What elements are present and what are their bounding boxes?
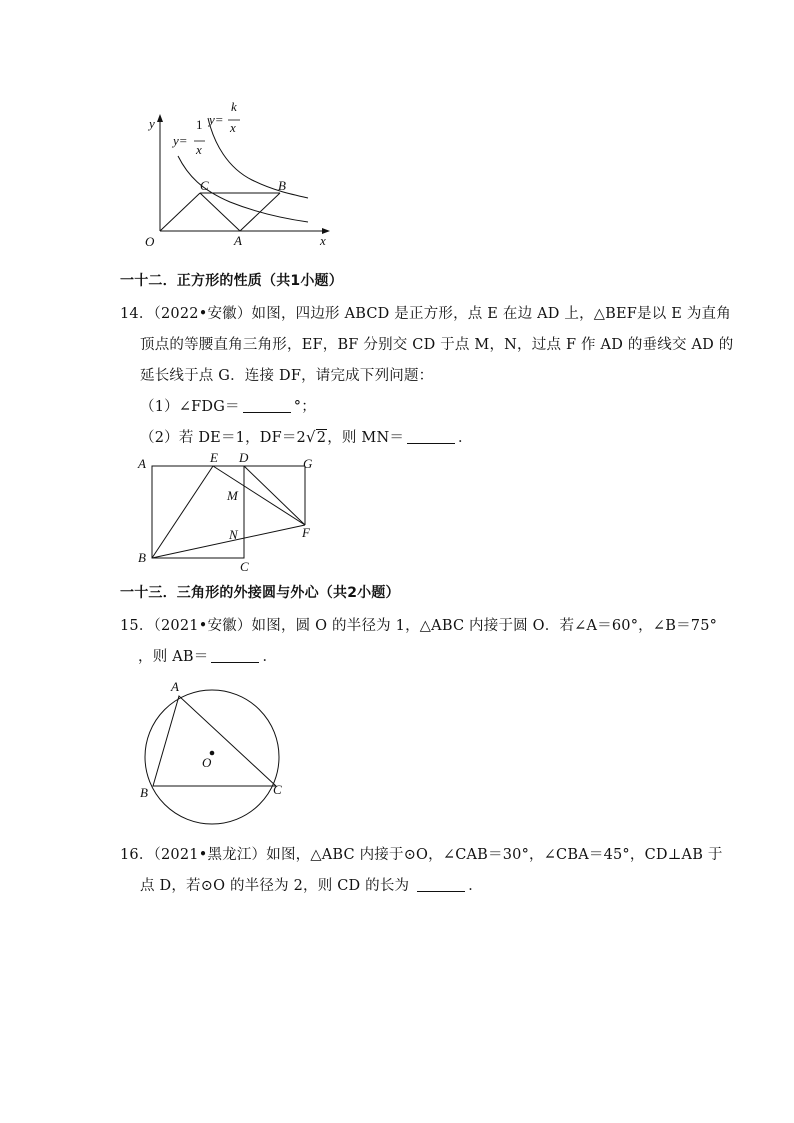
hyperbola-figure [130, 98, 340, 250]
x-axis-label: x [320, 233, 326, 248]
y-axis-label: y [149, 116, 155, 131]
label-B: B [140, 785, 148, 800]
q14-part2: （2）若 DE＝1，DF＝2√2，则 MN＝ ． [140, 428, 473, 446]
label-N: N [229, 527, 238, 542]
label-F: F [302, 525, 310, 540]
q14-line1: 14．（2022•安徽）如图，四边形 ABCD 是正方形，点 E 在边 AD 上，△BEF是以 E 为直角 [120, 306, 731, 322]
q15-line1: 15．（2021•安徽）如图，圆 O 的半径为 1，△ABC 内接于圆 O．若∠A＝60°，∠B＝75° [120, 618, 718, 634]
curve2-label: y= [209, 112, 224, 127]
label-D: D [239, 450, 249, 465]
section-13-heading: 一十三．三角形的外接圆与外心（共2小题） [120, 585, 400, 601]
circle-figure [135, 675, 295, 825]
q14-line3: 延长线于点 G．连接 DF，请完成下列问题： [140, 368, 434, 384]
q16-line1: 16．（2021•黑龙江）如图，△ABC 内接于⊙O，∠CAB＝30°，∠CBA＝45°，CD⊥AB 于 [120, 847, 723, 863]
point-b-label: B [278, 178, 286, 193]
curve1-label: y= [173, 133, 188, 148]
label-B: B [138, 550, 146, 565]
answer-blank[interactable] [211, 648, 259, 663]
label-C: C [240, 559, 249, 574]
curve1-numerator: 1 [196, 117, 203, 132]
curve1-denominator: x [196, 142, 202, 157]
answer-blank[interactable] [417, 877, 465, 892]
answer-blank[interactable] [407, 429, 455, 444]
q16-line2: 点 D，若⊙O 的半径为 2，则 CD 的长为 ． [140, 878, 483, 894]
curve2-denominator: x [230, 120, 236, 135]
label-E: E [210, 450, 218, 465]
point-a-label: A [234, 233, 242, 248]
answer-blank[interactable] [243, 398, 291, 413]
label-O: O [202, 755, 212, 770]
section-12-heading: 一十二．正方形的性质（共1小题） [120, 273, 343, 289]
curve2-numerator: k [231, 99, 237, 114]
origin-label: O [145, 234, 155, 249]
q14-line2: 顶点的等腰直角三角形，EF，BF 分别交 CD 于点 M，N，过点 F 作 AD 的垂线交 AD 的 [140, 337, 734, 353]
label-M: M [227, 488, 238, 503]
square-figure [130, 450, 330, 575]
label-C: C [273, 782, 282, 797]
point-c-label: C [200, 178, 209, 193]
sqrt-symbol: √ [305, 428, 316, 446]
q15-line2: ，则 AB＝ ． [138, 649, 278, 665]
label-G: G [303, 456, 313, 471]
q14-part1: （1）∠FDG＝ °； [140, 399, 316, 415]
label-A: A [171, 679, 179, 694]
label-A: A [138, 456, 146, 471]
